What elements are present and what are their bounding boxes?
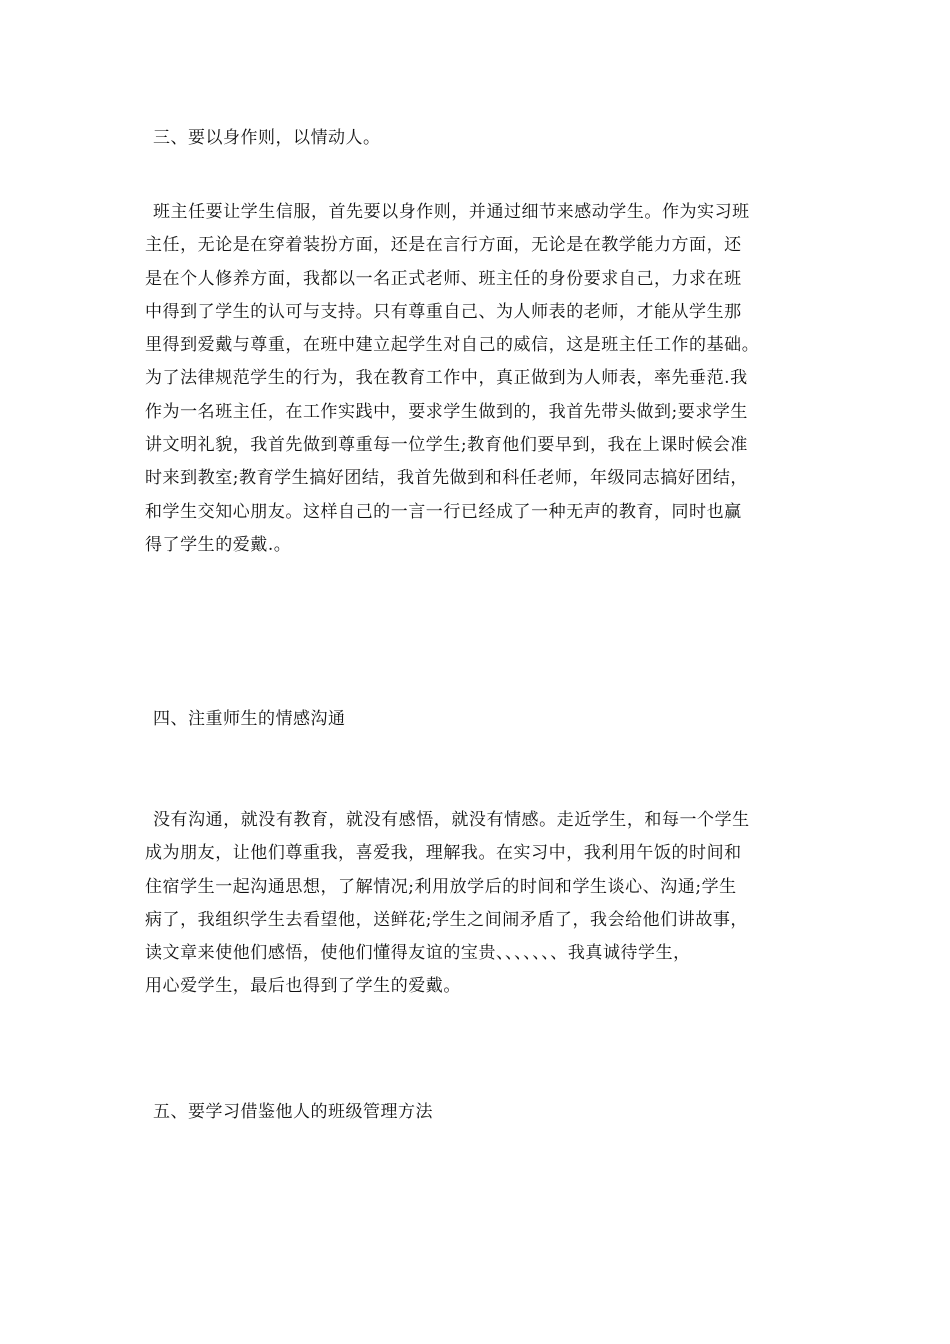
paragraph-line: 住宿学生一起沟通思想，了解情况;利用放学后的时间和学生谈心、沟通;学生 <box>145 876 737 897</box>
paragraph-line: 作为一名班主任，在工作实践中，要求学生做到的，我首先带头做到;要求学生 <box>145 401 748 422</box>
paragraph-line: 时来到教室;教育学生搞好团结，我首先做到和科任老师，年级同志搞好团结， <box>145 468 748 489</box>
section-heading-4: 四、注重师生的情感沟通 <box>153 709 346 729</box>
paragraph-line: 是在个人修养方面，我都以一名正式老师、班主任的身份要求自己，力求在班 <box>145 268 742 289</box>
section-heading-3: 三、要以身作则，以情动人。 <box>153 128 381 148</box>
paragraph-line: 里得到爱戴与尊重，在班中建立起学生对自己的威信，这是班主任工作的基础。 <box>145 335 760 356</box>
section-paragraph-3 <box>145 196 810 562</box>
paragraph-line: 读文章来使他们感悟，使他们懂得友谊的宝贵、、、、、、、我真诚待学生， <box>145 943 691 964</box>
paragraph-line: 成为朋友，让他们尊重我，喜爱我，理解我。在实习中，我利用午饭的时间和 <box>145 843 742 864</box>
paragraph-line: 和学生交知心朋友。这样自己的一言一行已经成了一种无声的教育，同时也赢 <box>145 501 742 522</box>
paragraph-line: 没有沟通，就没有教育，就没有感悟，就没有情感。走近学生，和每一个学生 <box>153 810 750 830</box>
paragraph-line: 用心爱学生，最后也得到了学生的爱戴。 <box>145 976 461 997</box>
paragraph-line: 得了学生的爱戴.。 <box>145 534 292 555</box>
paragraph-line: 班主任要让学生信服，首先要以身作则，并通过细节来感动学生。作为实习班 <box>153 202 750 222</box>
paragraph-line: 主任，无论是在穿着装扮方面，还是在言行方面，无论是在教学能力方面，还 <box>145 235 742 256</box>
paragraph-line: 中得到了学生的认可与支持。只有尊重自己、为人师表的老师，才能从学生那 <box>145 301 742 322</box>
paragraph-line: 病了，我组织学生去看望他，送鲜花;学生之间闹矛盾了，我会给他们讲故事， <box>145 909 748 930</box>
paragraph-line: 为了法律规范学生的行为，我在教育工作中，真正做到为人师表，率先垂范.我 <box>145 368 748 389</box>
section-paragraph-4 <box>145 804 810 1004</box>
paragraph-line: 讲文明礼貌，我首先做到尊重每一位学生;教育他们要早到，我在上课时候会准 <box>145 435 748 456</box>
section-heading-5: 五、要学习借鉴他人的班级管理方法 <box>153 1102 433 1122</box>
